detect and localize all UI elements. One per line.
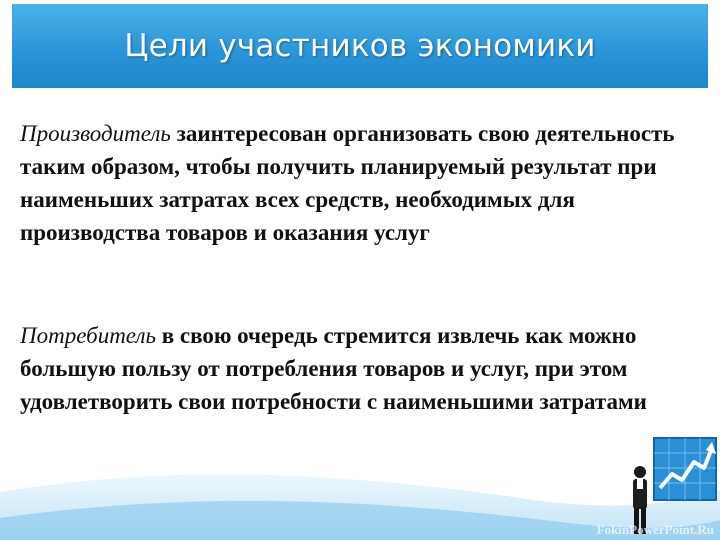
term-producer: Производитель xyxy=(20,121,171,146)
title-bar xyxy=(12,4,708,88)
text-consumer: в свою очередь стремится извлечь как можно большую пользу от потребления товаров и услуг, при этом удовлетворить свои потребности с наименьшими затратами xyxy=(20,323,647,414)
slide-title: Цели участников экономики xyxy=(124,28,596,64)
paragraph-producer xyxy=(20,117,710,249)
watermark: FokinPowerPoint.Ru xyxy=(596,522,714,537)
growth-chart-icon xyxy=(654,438,716,500)
paragraph-consumer xyxy=(20,319,710,418)
term-consumer: Потребитель xyxy=(20,323,156,348)
text-producer: заинтересован организовать свою деятельность таким образом, чтобы получить планируемый результат при наименьших затратах всех средств, необходимых для производства товаров и оказания услуг xyxy=(20,121,675,245)
